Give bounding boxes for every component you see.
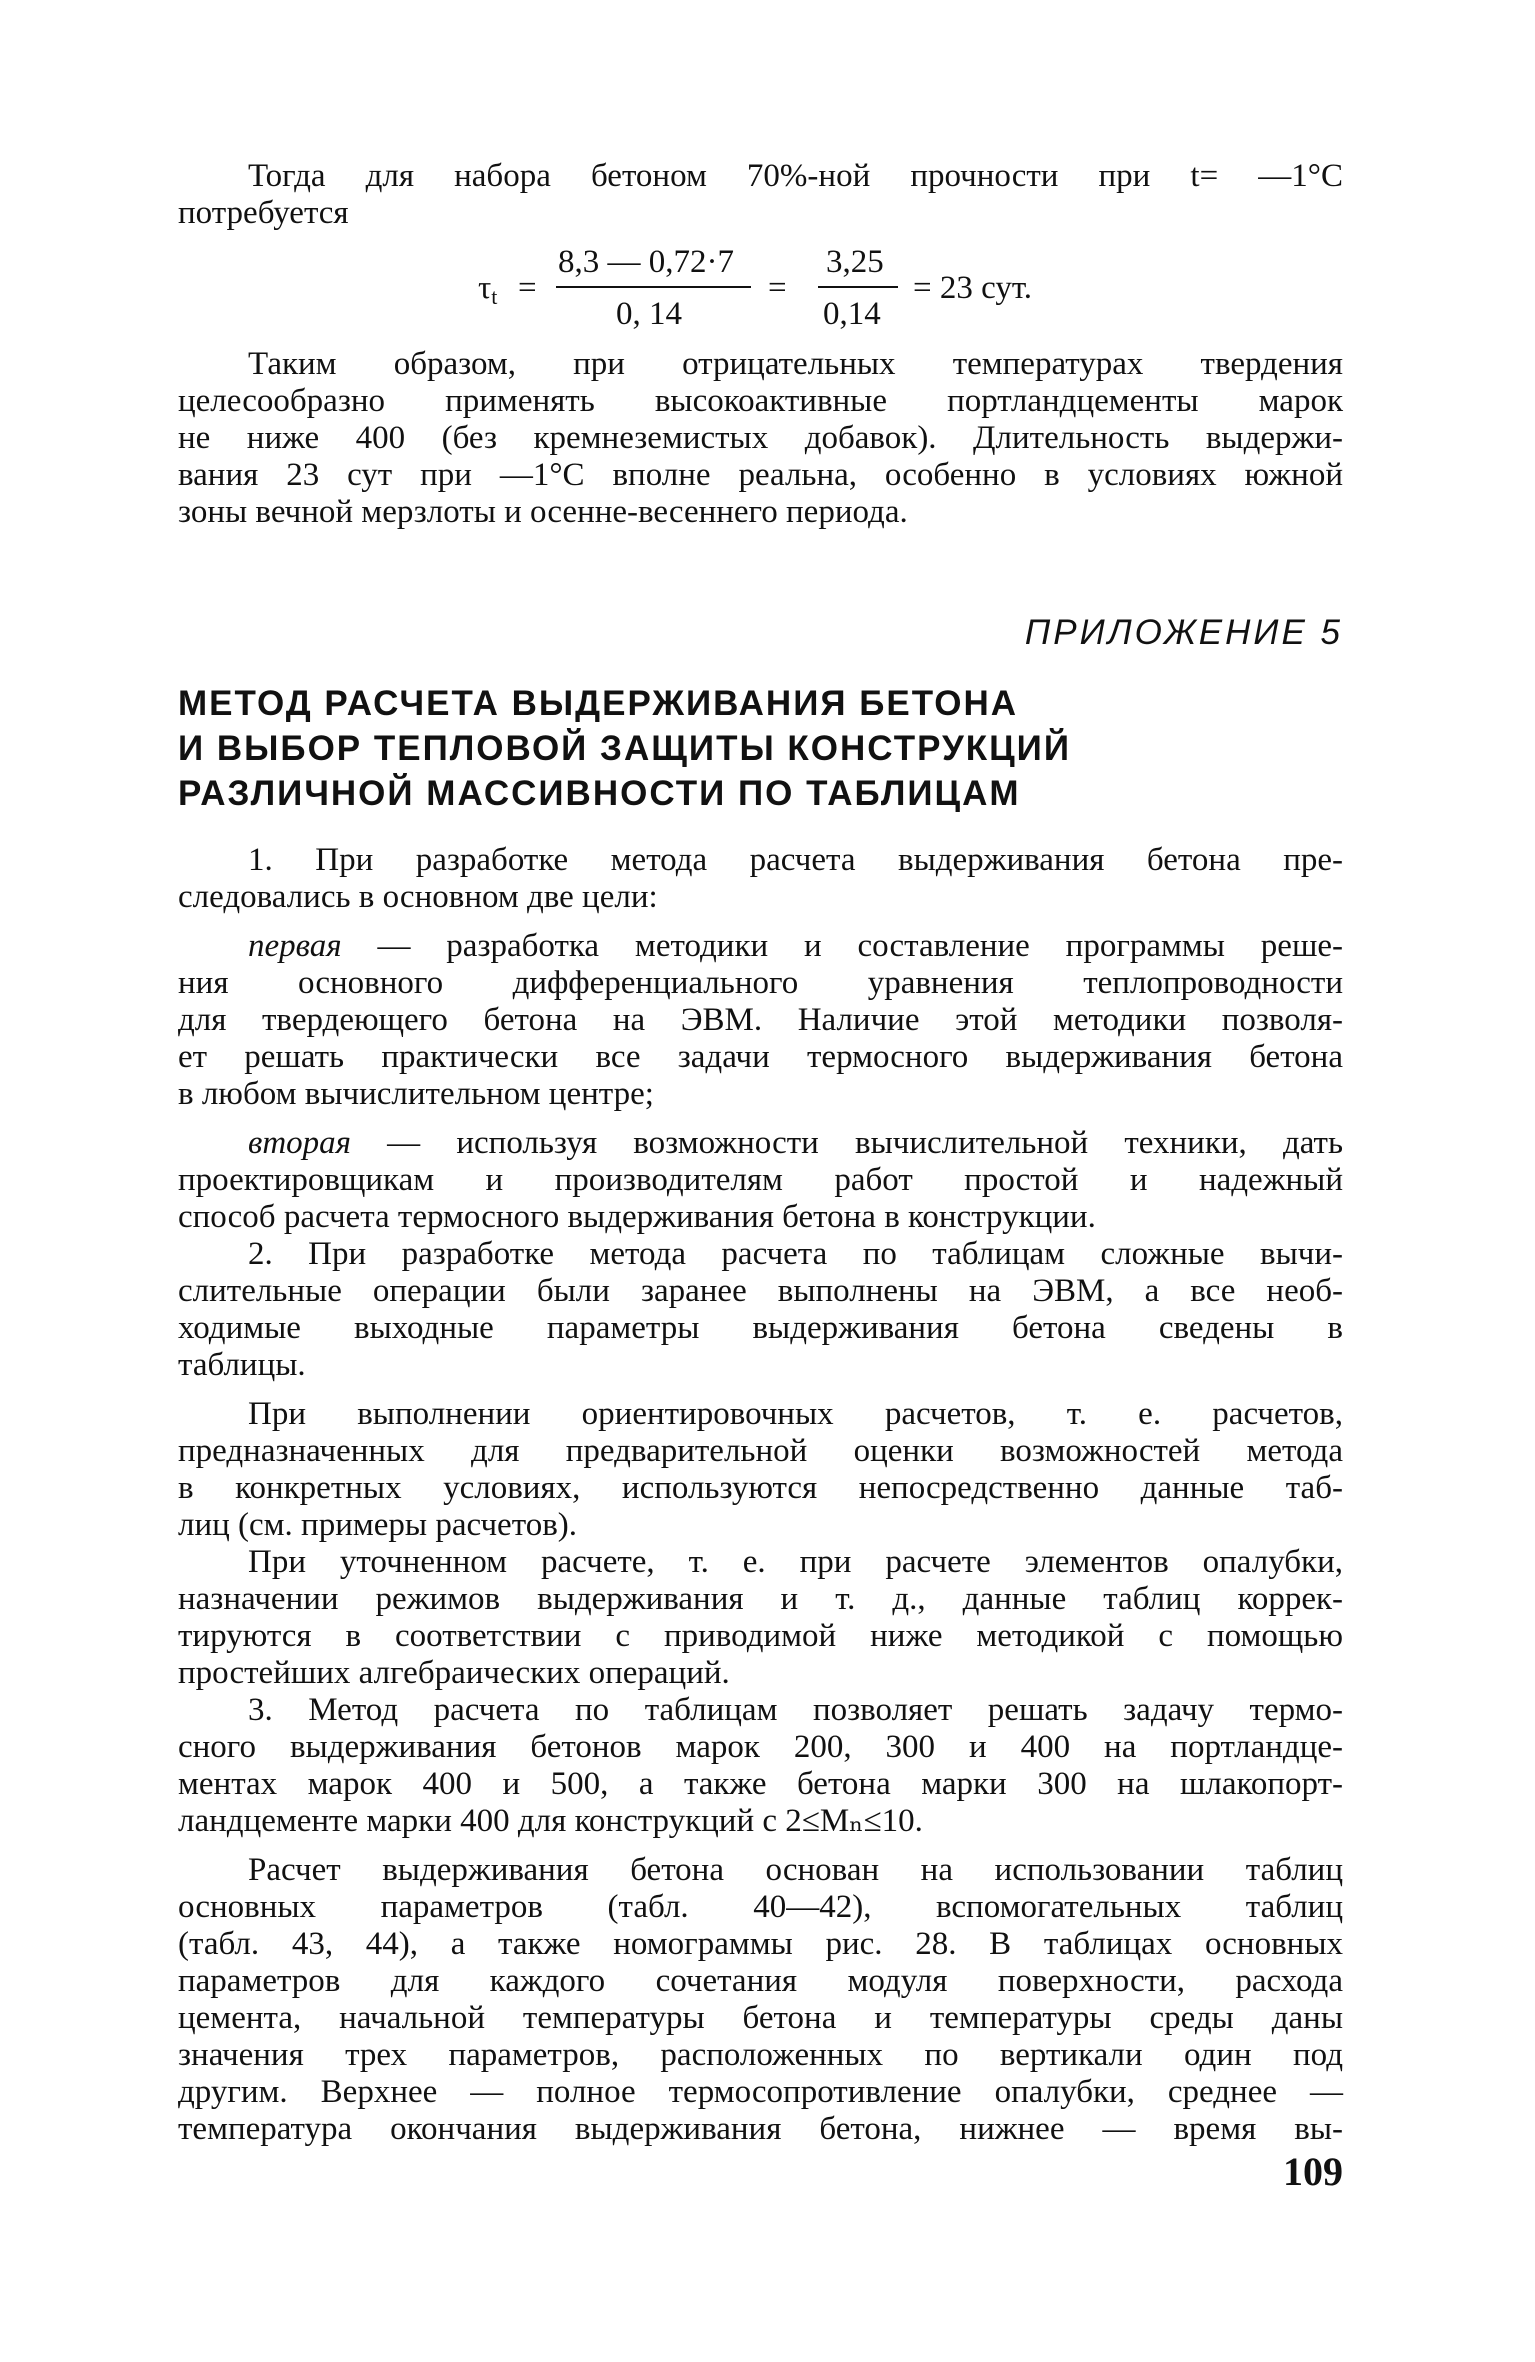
document-page: [178, 158, 1343, 2148]
calculation-paragraph: [178, 1852, 1343, 2148]
text-line: вторая — используя возможности вычислительной техники, дать: [248, 1125, 1343, 1161]
item-1: [178, 842, 1343, 916]
text-line: предназначенных для предварительной оценки возможностей метода: [178, 1433, 1343, 1469]
text-line: лиц (см. примеры расчетов).: [178, 1507, 578, 1543]
goal-second: [178, 1125, 1343, 1236]
text-line: ния основного дифференциального уравнения теплопроводности: [178, 965, 1343, 1001]
text-line: (табл. 43, 44), а также номограммы рис. 28. В таблицах основных: [178, 1926, 1343, 1962]
text-line: основных параметров (табл. 40—42), вспомогательных таблиц: [178, 1889, 1343, 1925]
text-line: назначении режимов выдерживания и т. д., данные таблиц коррек-: [178, 1581, 1343, 1617]
text-line: целесообразно применять высокоактивные портландцементы марок: [178, 383, 1343, 419]
text-line: температура окончания выдерживания бетона, нижнее — время вы-: [178, 2111, 1343, 2147]
conclusion-paragraph: [178, 346, 1343, 531]
fraction-bar: [556, 286, 751, 288]
text-line: проектировщикам и производителям работ простой и надежный: [178, 1162, 1343, 1198]
text-line: При выполнении ориентировочных расчетов, т. е. расчетов,: [248, 1396, 1343, 1432]
text-line: простейших алгебраических операций.: [178, 1655, 730, 1691]
item-3: [178, 1692, 1343, 1840]
text-line: ет решать практически все задачи термосного выдерживания бетона: [178, 1039, 1343, 1075]
text-line: другим. Верхнее — полное термосопротивление опалубки, среднее —: [178, 2074, 1343, 2110]
goal-first: [178, 928, 1343, 1113]
title-line: РАЗЛИЧНОЙ МАССИВНОСТИ ПО ТАБЛИЦАМ: [178, 774, 1021, 813]
text-line: сного выдерживания бетонов марок 200, 300 и 400 на портландце-: [178, 1729, 1343, 1765]
refined-paragraph: [178, 1544, 1343, 1692]
text-line: 3. Метод расчета по таблицам позволяет решать задачу термо-: [248, 1692, 1343, 1728]
text-line: значения трех параметров, расположенных по вертикали один под: [178, 2037, 1343, 2073]
text-line: потребуется: [178, 195, 349, 231]
text-line: параметров для каждого сочетания модуля поверхности, расхода: [178, 1963, 1343, 1999]
section-title: [178, 681, 1343, 816]
text-line: ходимые выходные параметры выдерживания бетона сведены в: [178, 1310, 1343, 1346]
formula-denominator: 0, 14: [616, 296, 682, 332]
formula: [178, 236, 1343, 346]
text-line: ментах марок 400 и 500, а также бетона марки 300 на шлакопорт-: [178, 1766, 1343, 1802]
text-line: слительные операции были заранее выполнены на ЭВМ, а все необ-: [178, 1273, 1343, 1309]
formula-numerator: 3,25: [826, 244, 884, 280]
goal-term: первая: [248, 928, 342, 964]
text-line: При уточненном расчете, т. е. при расчете элементов опалубки,: [248, 1544, 1343, 1580]
text-line: таблицы.: [178, 1347, 306, 1383]
text-line: способ расчета термосного выдерживания бетона в конструкции.: [178, 1199, 1096, 1235]
text-line: вания 23 сут при —1°С вполне реальна, особенно в условиях южной: [178, 457, 1343, 493]
formula-numerator: 8,3 — 0,72·7: [558, 244, 734, 280]
text-line: Расчет выдерживания бетона основан на использовании таблиц: [248, 1852, 1343, 1888]
title-line: МЕТОД РАСЧЕТА ВЫДЕРЖИВАНИЯ БЕТОНА: [178, 684, 1019, 723]
formula-denominator: 0,14: [823, 296, 881, 332]
text-line: в любом вычислительном центре;: [178, 1076, 654, 1112]
text-line: для твердеющего бетона на ЭВМ. Наличие этой методики позволя-: [178, 1002, 1343, 1038]
fraction-bar: [818, 286, 898, 288]
formula-equals: =: [768, 270, 787, 306]
text-line: ландцементе марки 400 для конструкций с 2≤Mₙ≤10.: [178, 1803, 923, 1839]
text-line: первая — разработка методики и составление программы реше-: [248, 928, 1343, 964]
text-line: следовались в основном две цели:: [178, 879, 658, 915]
title-line: И ВЫБОР ТЕПЛОВОЙ ЗАЩИТЫ КОНСТРУКЦИЙ: [178, 729, 1071, 768]
text-line: зоны вечной мерзлоты и осенне-весеннего периода.: [178, 494, 908, 530]
text-line: цемента, начальной температуры бетона и температуры среды даны: [178, 2000, 1343, 2036]
item-2: [178, 1236, 1343, 1384]
page-number: 109: [1283, 2149, 1343, 2194]
orientation-paragraph: [178, 1396, 1343, 1544]
appendix-label: ПРИЛОЖЕНИЕ 5: [1024, 613, 1343, 652]
formula-equals: =: [518, 270, 537, 306]
goal-term: вторая: [248, 1125, 351, 1161]
intro-paragraph: [178, 158, 1343, 232]
text-line: тируются в соответствии с приводимой ниже методикой с помощью: [178, 1618, 1343, 1654]
formula-lhs: $\tau_t$: [478, 270, 498, 309]
text-line: не ниже 400 (без кремнеземистых добавок). Длительность выдержи-: [178, 420, 1343, 456]
formula-result: = 23 сут.: [913, 270, 1033, 306]
text-line: Таким образом, при отрицательных температурах твердения: [248, 346, 1343, 382]
text-line: в конкретных условиях, используются непосредственно данные таб-: [178, 1470, 1343, 1506]
text-line: 2. При разработке метода расчета по таблицам сложные вычи-: [248, 1236, 1343, 1272]
text-line: 1. При разработке метода расчета выдерживания бетона пре-: [248, 842, 1343, 878]
text-line: Тогда для набора бетоном 70%-ной прочности при t= —1°C: [248, 158, 1343, 194]
